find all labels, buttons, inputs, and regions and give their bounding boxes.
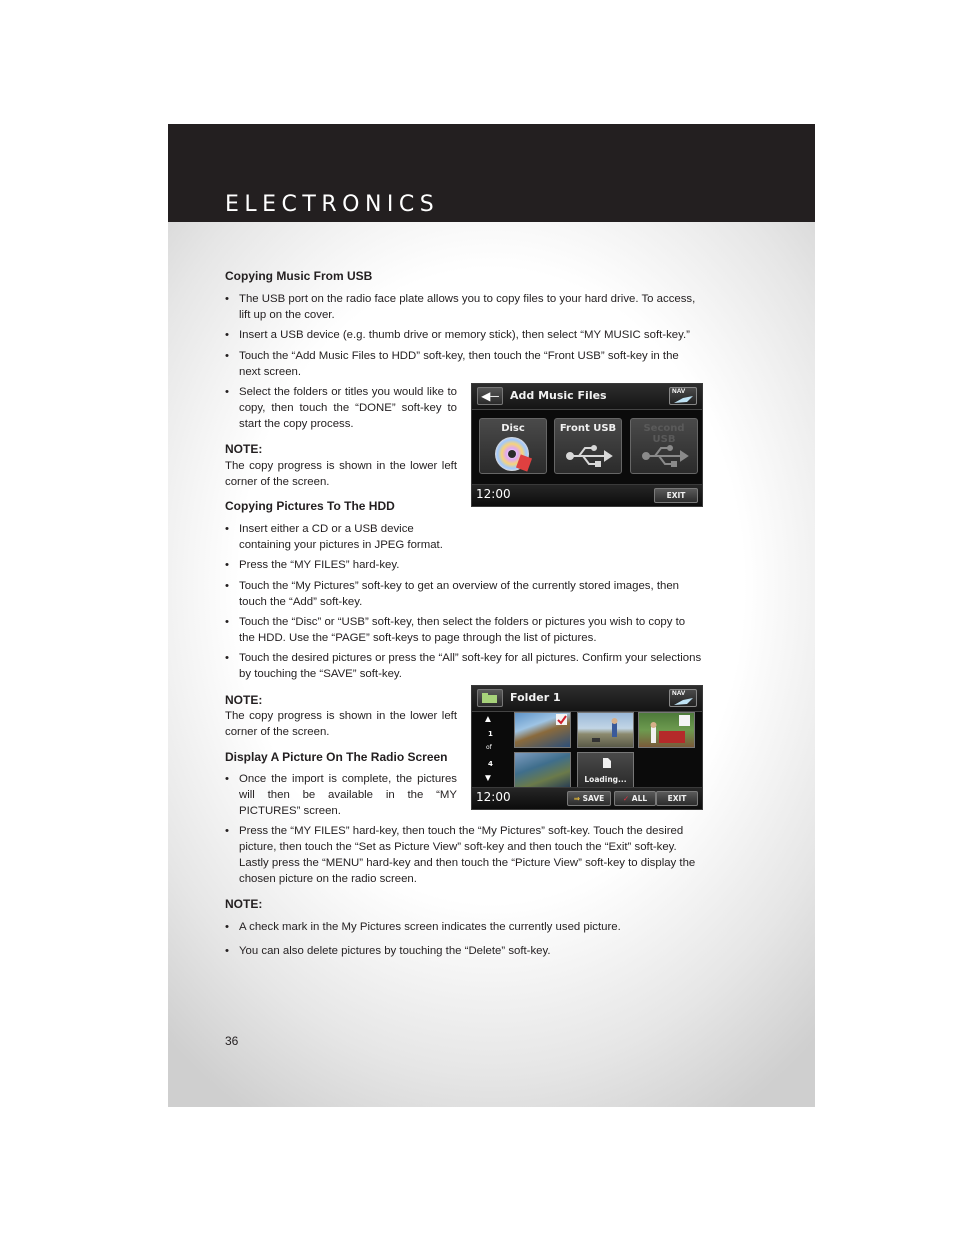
loading-label: Loading... [584, 775, 627, 784]
exit-button[interactable]: EXIT [656, 791, 698, 806]
tile-label: Disc [501, 423, 525, 434]
folder-icon[interactable] [477, 689, 503, 707]
bullet-text: A check mark in the My Pictures screen indicates the currently used picture. [239, 921, 621, 933]
radio-screen-add-music [471, 383, 703, 507]
bullet-text: Insert a USB device (e.g. thumb drive or memory stick), then select “MY MUSIC soft-key.” [239, 329, 690, 341]
tile-label: Second USB [643, 423, 685, 445]
clock: 12:00 [476, 790, 511, 804]
save-button[interactable] [567, 791, 611, 806]
screen-bottombar [472, 787, 702, 809]
bullet-text: Once the import is complete, the pictures will then be available in the “MY PICTURES” screen. [239, 773, 457, 817]
bullet-text: Press the “MY FILES” hard-key. [239, 559, 400, 571]
picture-thumbnail[interactable] [638, 712, 695, 748]
nav-badge[interactable] [669, 689, 697, 707]
bullet-text: Press the “MY FILES” hard-key, then touch the “My Pictures” soft-key. Touch the desired picture, then touch the “Set as Picture View” soft-key and then touch the “Exit” soft-key. Lastly press the “MENU” hard-key and then touch the “Picture View” soft-key to display the chosen picture on the radio screen. [239, 825, 696, 885]
second-usb-tile[interactable] [630, 418, 698, 474]
front-usb-tile[interactable] [554, 418, 622, 474]
check-mark-icon [556, 714, 568, 726]
nav-label: NAV [672, 388, 686, 395]
radio-screen-folder [471, 685, 703, 810]
check-icon: ✓ [622, 794, 630, 803]
arrow-right-icon: ⇒ [573, 794, 581, 803]
page-down-icon[interactable]: ▼ [483, 773, 493, 784]
page-current: 1 [488, 730, 493, 738]
all-button[interactable] [614, 791, 656, 806]
disc-icon [494, 434, 534, 474]
screen-topbar [472, 686, 702, 712]
all-label: ALL [631, 794, 648, 803]
picture-thumbnail[interactable] [514, 712, 571, 748]
nav-arrow-icon [673, 697, 695, 706]
bullet-text: The USB port on the radio face plate allows you to copy files to your hard drive. To access, lift up on the cover. [239, 293, 696, 321]
picture-scene [578, 713, 634, 748]
note-text: The copy progress is shown in the lower left corner of the screen. [225, 460, 457, 488]
save-label: SAVE [582, 794, 605, 803]
heading-copying-pictures: Copying Pictures To The HDD [225, 499, 395, 513]
screen-title: Folder 1 [510, 691, 561, 704]
usb-icon [641, 443, 689, 469]
bullet-text: Touch the “My Pictures” soft-key to get an overview of the currently stored images, then touch the “Add” soft-key. [239, 580, 680, 608]
nav-label: NAV [672, 690, 686, 697]
bullet-text: Touch the desired pictures or press the “All” soft-key for all pictures. Confirm your selections by touching the “SAVE” soft-key. [239, 652, 702, 680]
page-up-icon[interactable]: ▲ [483, 714, 493, 725]
usb-icon [565, 443, 613, 469]
picture-thumbnail[interactable] [514, 752, 571, 788]
note-label: NOTE: [225, 693, 263, 707]
picture-scene [639, 713, 695, 748]
page-number: 36 [225, 1034, 239, 1048]
heading-display-picture: Display A Picture On The Radio Screen [225, 750, 448, 764]
bullet-text: Touch the “Disc” or “USB” soft-key, then select the folders or pictures you wish to copy to the HDD. Use the “PAGE” soft-keys to page through the list of pictures. [239, 616, 686, 644]
section-title: ELECTRONICS [225, 192, 440, 217]
note-text: The copy progress is shown in the lower left corner of the screen. [225, 710, 457, 738]
page-total: 4 [488, 760, 493, 768]
folder-glyph-icon [481, 692, 499, 704]
nav-arrow-icon [673, 395, 695, 404]
disc-tile[interactable] [479, 418, 547, 474]
back-arrow-icon[interactable]: ◀─ [477, 387, 503, 405]
picture-thumbnail[interactable] [577, 712, 634, 748]
screen-bottombar [472, 484, 702, 506]
tile-label: Front USB [559, 423, 617, 434]
loading-thumbnail [577, 752, 634, 788]
bullet-text: Touch the “Add Music Files to HDD” soft-key, then touch the “Front USB” soft-key in the next screen. [239, 350, 679, 378]
nav-badge[interactable] [669, 387, 697, 405]
clock: 12:00 [476, 487, 511, 501]
document-icon [602, 757, 612, 769]
note-label: NOTE: [225, 897, 263, 911]
screen-title: Add Music Files [510, 389, 607, 402]
page-of: of [486, 744, 492, 751]
screen-topbar [472, 384, 702, 410]
bullet-text: You can also delete pictures by touching the “Delete” soft-key. [239, 945, 551, 957]
exit-button[interactable]: EXIT [654, 488, 698, 503]
bullet-text: Select the folders or titles you would like to copy, then touch the “DONE” soft-key to start the copy process. [239, 386, 457, 430]
heading-copying-music: Copying Music From USB [225, 269, 373, 283]
bullet-text: Insert either a CD or a USB device containing your pictures in JPEG format. [239, 523, 443, 551]
note-label: NOTE: [225, 442, 263, 456]
